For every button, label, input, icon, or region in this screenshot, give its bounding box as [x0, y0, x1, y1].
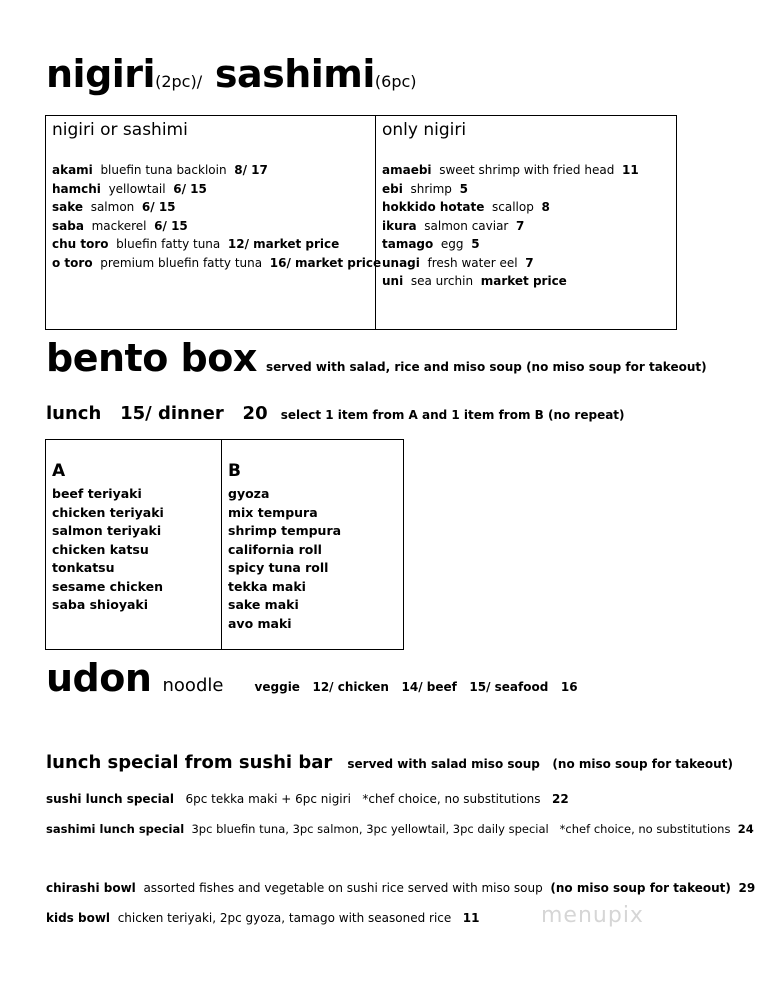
bento-b-list [228, 485, 341, 633]
item-name: akami [52, 163, 93, 177]
item-price: 8/ 17 [234, 163, 268, 177]
item-price: 6/ 15 [141, 200, 176, 214]
udon-header [46, 656, 578, 700]
udon-title: udon [46, 656, 152, 700]
item-desc: salmon caviar [424, 218, 509, 233]
only-nigiri-list [382, 161, 639, 291]
item-name: sake [52, 200, 84, 214]
sashimi-lunch-special [46, 822, 754, 836]
nigiri-or-sashimi-heading: nigiri or sashimi [52, 120, 188, 140]
bento-header [46, 336, 707, 380]
sashimi-suffix: (6pc) [374, 72, 417, 91]
item-name: unagi [382, 255, 420, 270]
item-name: ebi [382, 181, 403, 196]
item-name: uni [382, 274, 404, 288]
item-price: 16/ market price [269, 255, 382, 270]
item-price: 24 [737, 822, 754, 836]
list-item: mix tempura [228, 504, 318, 520]
item-price: 11 [462, 911, 480, 925]
bento-b-heading: B [228, 461, 241, 481]
udon-noodle-label: noodle [162, 675, 224, 696]
bento-title: bento box [46, 336, 257, 380]
menu-item [382, 161, 639, 180]
list-item: california roll [228, 541, 322, 557]
menu-item [52, 180, 381, 199]
list-item: avo maki [228, 615, 292, 631]
item-desc: sea urchin [410, 274, 474, 288]
item-desc: fresh water eel [427, 255, 518, 270]
item-desc: assorted fishes and vegetable on sushi rice served with miso soup [143, 881, 543, 895]
bento-box-divider [221, 439, 222, 650]
item-desc: mackerel [91, 218, 147, 233]
nigiri-suffix: (2pc)/ [155, 72, 203, 91]
item-price: 7 [516, 218, 525, 233]
lunch-special-header [46, 752, 733, 773]
bento-price-line: lunch 15/ dinner 20 [46, 403, 268, 424]
bento-a-heading: A [52, 461, 66, 481]
bento-subtitle: served with salad, rice and miso soup (no miso soup for takeout) [265, 360, 707, 374]
list-item: tekka maki [228, 578, 306, 594]
item-desc: 3pc bluefin tuna, 3pc salmon, 3pc yellowtail, 3pc daily special *chef choice, no substitutions [191, 822, 731, 836]
list-item: chicken katsu [52, 541, 149, 557]
lunch-special-title: lunch special from sushi bar [46, 752, 333, 773]
lunch-special-subtitle: served with salad miso soup (no miso soup for takeout) [347, 757, 733, 771]
bento-instructions: select 1 item from A and 1 item from B (no repeat) [280, 408, 625, 422]
sashimi-word: sashimi [214, 52, 375, 96]
item-name: o toro [52, 255, 93, 270]
menu-item [382, 272, 639, 291]
item-price: 6/ 15 [154, 218, 188, 233]
list-item: salmon teriyaki [52, 523, 162, 538]
item-name: chu toro [52, 237, 109, 251]
item-desc: egg [440, 237, 464, 251]
menu-item [52, 254, 381, 273]
nigiri-sashimi-title [46, 52, 417, 96]
menu-item [52, 198, 381, 217]
item-name: chirashi bowl [46, 881, 136, 895]
item-price: 11 [621, 163, 639, 177]
list-item: sesame chicken [52, 578, 164, 594]
item-desc: premium bluefin fatty tuna [100, 255, 263, 270]
menu-item [52, 217, 381, 236]
menu-item [52, 235, 381, 254]
item-name: hamchi [52, 181, 101, 196]
item-price: 5 [459, 181, 468, 196]
item-price: 12/ market price [227, 237, 340, 251]
item-price: 29 [738, 881, 756, 895]
item-desc: bluefin tuna backloin [100, 163, 227, 177]
item-name: hokkido hotate [382, 200, 485, 214]
item-name: amaebi [382, 163, 432, 177]
item-price: 6/ 15 [173, 181, 207, 196]
list-item: tonkatsu [52, 560, 115, 575]
list-item: beef teriyaki [52, 486, 142, 501]
kids-bowl [46, 911, 479, 925]
item-desc: salmon [90, 200, 135, 214]
item-desc: sweet shrimp with fried head [439, 163, 615, 177]
item-price: 22 [552, 792, 569, 806]
nigiri-word: nigiri [46, 52, 156, 96]
item-desc: shrimp [410, 181, 452, 196]
only-nigiri-heading: only nigiri [382, 120, 467, 140]
menu-item [382, 198, 639, 217]
item-name: ikura [382, 218, 417, 233]
menu-item [382, 235, 639, 254]
item-price: 8 [541, 200, 550, 214]
udon-prices: veggie 12/ chicken 14/ beef 15/ seafood 16 [254, 680, 578, 694]
item-price: market price [480, 274, 567, 288]
menu-item [382, 180, 639, 199]
watermark: menupix [541, 903, 644, 928]
nigiri-sashimi-list [52, 161, 381, 272]
item-desc: 6pc tekka maki + 6pc nigiri *chef choice, no substitutions [185, 792, 541, 806]
bento-price-row [46, 403, 625, 424]
item-name: saba [52, 218, 84, 233]
menu-item [52, 161, 381, 180]
item-desc: chicken teriyaki, 2pc gyoza, tamago with seasoned rice [117, 911, 452, 925]
item-desc: scallop [492, 200, 534, 214]
item-price: 7 [525, 255, 534, 270]
sushi-lunch-special [46, 792, 569, 806]
item-price: 5 [471, 237, 480, 251]
item-name: sashimi lunch special [46, 822, 185, 836]
list-item: gyoza [228, 486, 270, 501]
item-name: kids bowl [46, 911, 111, 925]
item-name: tamago [382, 237, 434, 251]
item-desc: bluefin fatty tuna [116, 237, 221, 251]
menu-item [382, 254, 639, 273]
list-item: spicy tuna roll [228, 560, 329, 575]
list-item: saba shioyaki [52, 597, 149, 612]
item-note: (no miso soup for takeout) [550, 881, 731, 895]
list-item: sake maki [228, 597, 299, 612]
chirashi-bowl [46, 881, 755, 895]
bento-a-list [52, 485, 164, 615]
item-desc: yellowtail [108, 181, 166, 196]
list-item: shrimp tempura [228, 523, 342, 538]
list-item: chicken teriyaki [52, 504, 164, 520]
item-name: sushi lunch special [46, 792, 175, 806]
menu-item [382, 217, 639, 236]
